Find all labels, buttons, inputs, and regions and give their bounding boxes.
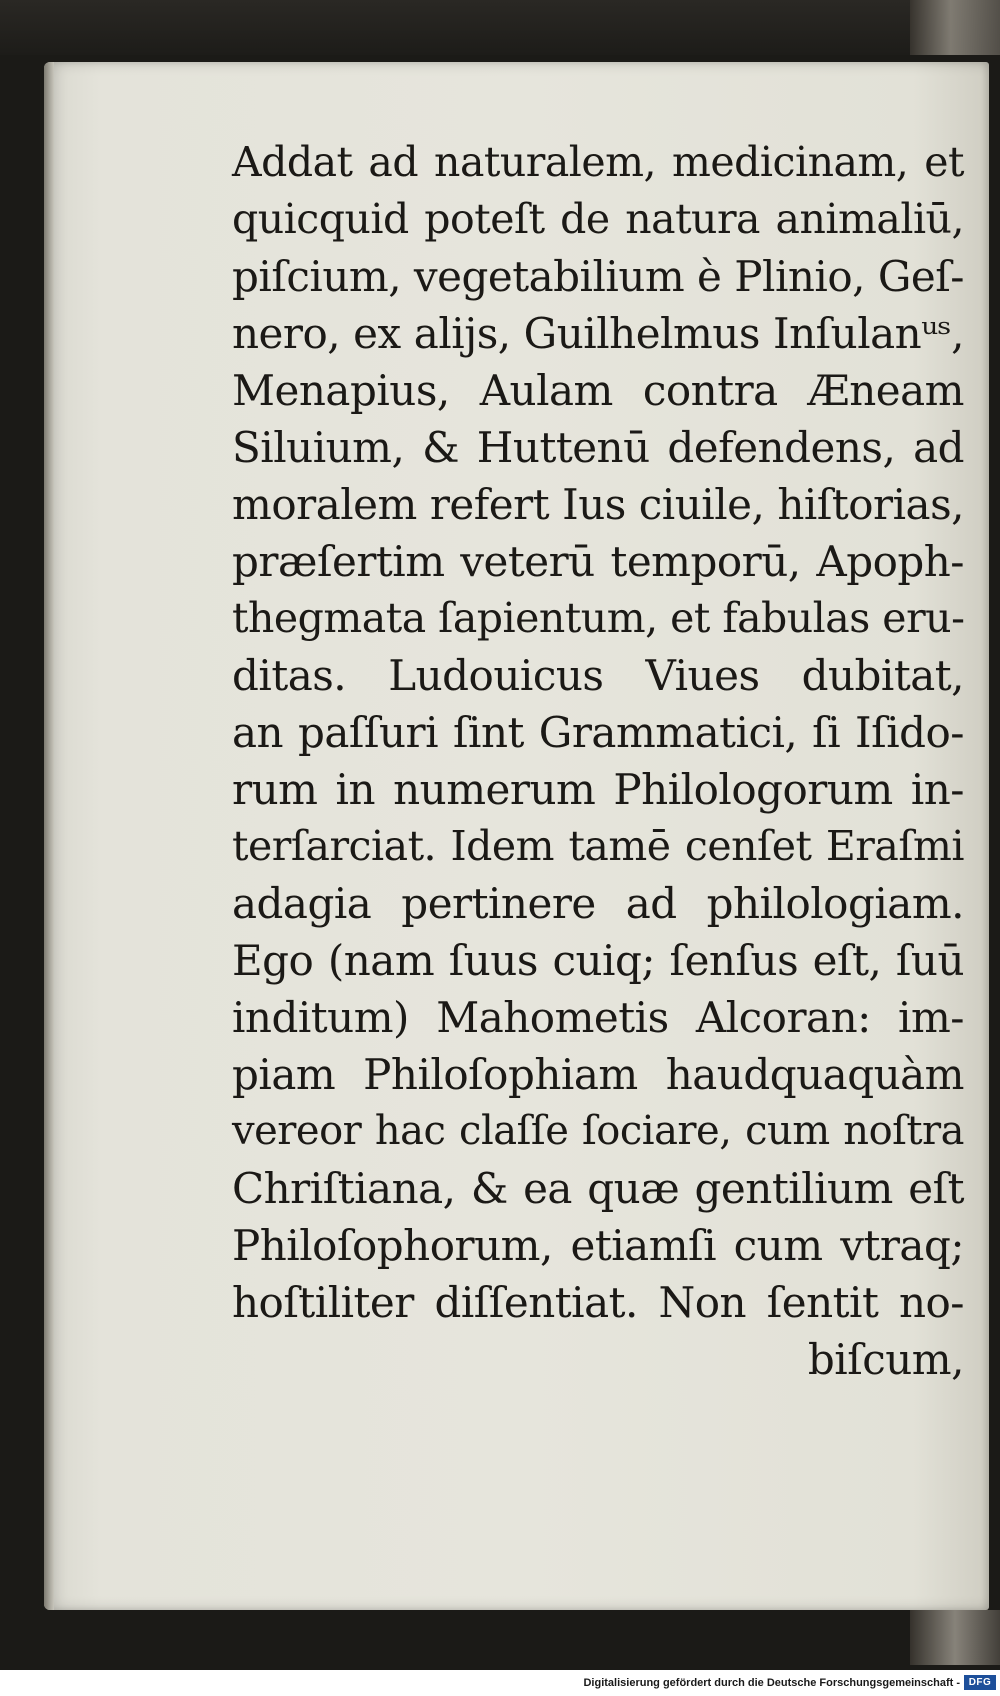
text-line: Menapius, Aulam contra Æneam [232, 366, 964, 415]
catchword: biſcum, [807, 1335, 964, 1384]
text-line: thegmata ſapientum, et fabulas eru- [232, 594, 965, 642]
text-line: quicquid poteſt de natura animaliū, [232, 195, 964, 243]
book-tail-top [910, 0, 1000, 55]
text-line: Ego (nam ſuus cuiq; ſenſus eſt, ſuū [232, 936, 964, 985]
page-gutter [44, 62, 54, 1610]
text-line: vereor hac claſſe ſociare, cum noſtra [232, 1108, 964, 1154]
text-line: piam Philoſophiam haudquaquàm [232, 1050, 964, 1099]
text-line: Chriſtiana, & ea quæ gentilium eſt [232, 1164, 964, 1213]
text-line: Philoſophorum, etiamſi cum vtraq; [232, 1221, 964, 1270]
funding-credit: Digitalisierung gefördert durch die Deutsche Forschungsgemeinschaft - [583, 1677, 960, 1689]
text-line: nero, ex alijs, Guilhelmus Inſulanᵘˢ, [232, 309, 964, 358]
text-line: præſertim veterū temporū, Apoph- [232, 537, 964, 586]
dfg-logo: DFG [964, 1675, 996, 1690]
text-line: moralem refert Ius ciuile, hiſtorias, [232, 480, 964, 529]
text-line: rum in numerum Philologorum in- [232, 765, 964, 814]
text-line: inditum) Mahometis Alcoran: im- [232, 993, 964, 1042]
text-line: ditas. Ludouicus Viues dubitat, [232, 651, 964, 700]
text-line: Addat ad naturalem, medicinam, et [232, 138, 964, 186]
text-line: Siluium, & Huttenū defendens, ad [232, 423, 964, 472]
text-line: an paſſuri ſint Grammatici, ſi Iſido- [232, 708, 964, 757]
text-line: piſcium, vegetabilium è Plinio, Geſ- [232, 252, 964, 301]
footer-bar [0, 1670, 1000, 1696]
page-text [232, 134, 964, 1388]
text-line: hoſtiliter diſſentiat. Non ſentit no- [232, 1278, 964, 1327]
text-line: terſarciat. Idem tamē cenſet Eraſmi [232, 822, 964, 870]
book-cover-edge [0, 0, 1000, 55]
text-line: adagia pertinere ad philologiam. [232, 879, 964, 928]
book-tail-bottom [910, 1610, 1000, 1665]
